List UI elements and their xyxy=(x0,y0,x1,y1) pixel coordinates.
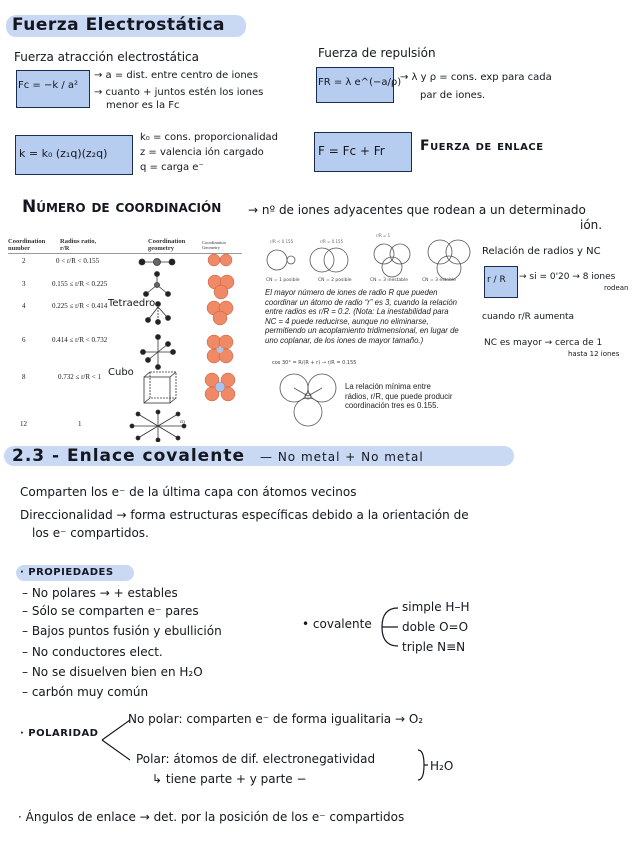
table-header-geometry: Coordination geometry xyxy=(148,238,186,252)
row-ratio: 0.414 ≤ r/R < 0.732 xyxy=(52,336,108,344)
row-ratio: 0.225 ≤ r/R < 0.414 xyxy=(52,302,108,310)
ratio-note-5: hasta 12 iones xyxy=(568,350,620,358)
polar-example: H₂O xyxy=(430,759,454,773)
repulsion-heading: Fuerza de repulsión xyxy=(318,46,436,60)
row-ratio: 0 < r/R < 0.155 xyxy=(56,257,100,265)
circle-label-1: r/R < 0.155 xyxy=(270,239,294,244)
bond-type-triple: triple N≡N xyxy=(402,640,466,654)
bond-type-double: doble O=O xyxy=(402,620,469,634)
polar-brace xyxy=(416,748,428,782)
nonpolar-text: No polar: comparten e⁻ de forma igualitaria → O₂ xyxy=(128,712,424,726)
ratio-note-1: → si = 0'20 → 8 iones xyxy=(519,272,616,282)
repulsion-note-1: → λ y ρ = cons. exp para cada xyxy=(400,72,552,83)
covalent-label-text: covalente xyxy=(312,617,372,631)
circle-caption-1: CN = 1 posible xyxy=(266,278,300,283)
row-cn: 6 xyxy=(22,336,26,344)
sphere-illustrations xyxy=(202,252,242,442)
k-note-2: z = valencia ión cargado xyxy=(140,147,264,158)
row-cn: 3 xyxy=(22,280,26,288)
ratio-box-text: r / R xyxy=(487,275,506,285)
row-cn: 4 xyxy=(22,302,26,310)
property-text: No se disuelven bien en H₂O xyxy=(31,665,203,679)
row-cn: 8 xyxy=(22,373,26,381)
row-cn: 12 xyxy=(20,420,27,428)
row-note-tetraedro: Tetraedro xyxy=(108,298,156,309)
attraction-note-1: → a = dist. entre centro de iones xyxy=(94,70,259,81)
property-text: carbón muy común xyxy=(31,685,149,699)
property-text: Bajos puntos fusión y ebullición xyxy=(31,624,222,638)
attraction-note-3: menor es la Fc xyxy=(106,100,180,111)
row-note-cubo: Cubo xyxy=(108,367,134,378)
min-ratio-formula: cos 30° = R/(R + r) → r/R = 0.155 xyxy=(272,360,357,366)
bond-force-formula: F = Fc + Fr xyxy=(318,144,385,158)
circle-caption-3: CN = 3 inestable xyxy=(370,278,409,283)
min-ratio-figure xyxy=(276,372,340,428)
row-ratio: 1 xyxy=(78,420,82,428)
property-item: – Sólo se comparten e⁻ pares xyxy=(22,604,199,618)
bullet-shared-electrons: Comparten los e⁻ de la última capa con átomos vecinos xyxy=(20,485,357,499)
cn12-label: cn xyxy=(180,420,185,425)
k-formula: k = k₀ (z₁q)(z₂q) xyxy=(19,147,108,160)
property-text: Sólo se comparten e⁻ pares xyxy=(31,604,199,618)
bullet-directionality-2: los e⁻ compartidos. xyxy=(32,526,149,540)
table-header-ratio: Radius ratio, r/R xyxy=(60,238,97,252)
bond-type-simple: simple H–H xyxy=(402,600,470,614)
bullet-directionality: Direccionalidad → forma estructuras específicas debido a la orientación de xyxy=(20,508,469,522)
property-item: – No se disuelven bien en H₂O xyxy=(22,665,203,679)
page-title: Fuerza Electrostática xyxy=(12,15,226,35)
bond-type-brace xyxy=(374,604,400,650)
coordination-heading: Número de coordinación xyxy=(22,197,222,217)
property-item: – carbón muy común xyxy=(22,685,149,699)
row-ratio: 0.155 ≤ r/R < 0.225 xyxy=(52,280,108,288)
property-item: – No conductores elect. xyxy=(22,645,163,659)
coordination-definition: → nº de iones adyacentes que rodean a un determinado xyxy=(248,203,586,217)
covalent-heading: 2.3 - Enlace covalente xyxy=(12,446,245,466)
k-note-1: k₀ = cons. proporcionalidad xyxy=(140,132,279,143)
ratio-note-2: rodean xyxy=(604,284,629,292)
coordination-paragraph: El mayor número de iones de radio R que pueden coordinar un átomo de radio “r” es 3, cuando la relación entre radios es r/R = 0.2. (Nota: La inestabilidad para NC = 4 puede reducirse, aunque no eliminarse, permitiendo un acoplamiento tridimensional, en lugar de uno coplanar, de los iones de mayor tamaño.) xyxy=(265,288,459,345)
ratio-note-3: cuando r/R aumenta xyxy=(482,312,575,322)
attraction-note-2: → cuanto + juntos estén los iones xyxy=(94,87,264,98)
properties-heading: · PROPIEDADES xyxy=(20,567,114,578)
circle-label-3: r/R = 1 xyxy=(376,233,391,238)
circle-caption-2: CN = 2 posible xyxy=(318,278,352,283)
circle-label-2: r/R = 0.155 xyxy=(320,239,344,244)
covalent-subtitle: — No metal + No metal xyxy=(260,450,424,464)
attraction-formula: Fc = −k / a² xyxy=(18,80,79,91)
repulsion-formula: FR = λ e^(−a/ρ) xyxy=(318,77,402,88)
table-header-cn: Coordination number xyxy=(8,238,46,252)
polar-text-2: ↳ tiene parte + y parte − xyxy=(152,772,307,786)
min-ratio-note: La relación mínima entre rádios, r/R, que puede producir coordinación tres es 0.155. xyxy=(345,382,453,410)
bond-angles: · Ángulos de enlace → det. por la posición de los e⁻ compartidos xyxy=(18,810,405,824)
covalent-label: • covalente xyxy=(302,617,372,631)
polar-text: Polar: átomos de dif. electronegatividad xyxy=(136,752,376,766)
ratio-note-4: NC es mayor → cerca de 1 xyxy=(484,338,603,348)
table-header-geometry-2: Coordination Geometry xyxy=(202,240,226,250)
k-note-3: q = carga e⁻ xyxy=(140,162,204,173)
row-cn: 2 xyxy=(22,257,26,265)
property-item: – Bajos puntos fusión y ebullición xyxy=(22,624,222,638)
bond-force-label: Fuerza de enlace xyxy=(420,138,544,154)
ratio-heading: Relación de radios y NC xyxy=(482,246,601,257)
repulsion-note-2: par de iones. xyxy=(420,90,486,101)
property-text: No conductores elect. xyxy=(31,645,163,659)
attraction-heading: Fuerza atracción electrostática xyxy=(14,50,199,64)
circle-caption-4: CN = 3 estable xyxy=(422,278,456,283)
geometry-illustrations xyxy=(128,252,198,442)
coordination-table xyxy=(8,238,242,438)
polarity-label: · POLARIDAD xyxy=(20,728,99,739)
coordination-definition-2: ión. xyxy=(580,218,603,232)
row-ratio: 0.732 ≤ r/R < 1 xyxy=(58,373,101,381)
property-item: – No polares → + estables xyxy=(22,586,178,600)
circle-figures xyxy=(262,232,482,280)
property-text: No polares → + estables xyxy=(31,586,178,600)
